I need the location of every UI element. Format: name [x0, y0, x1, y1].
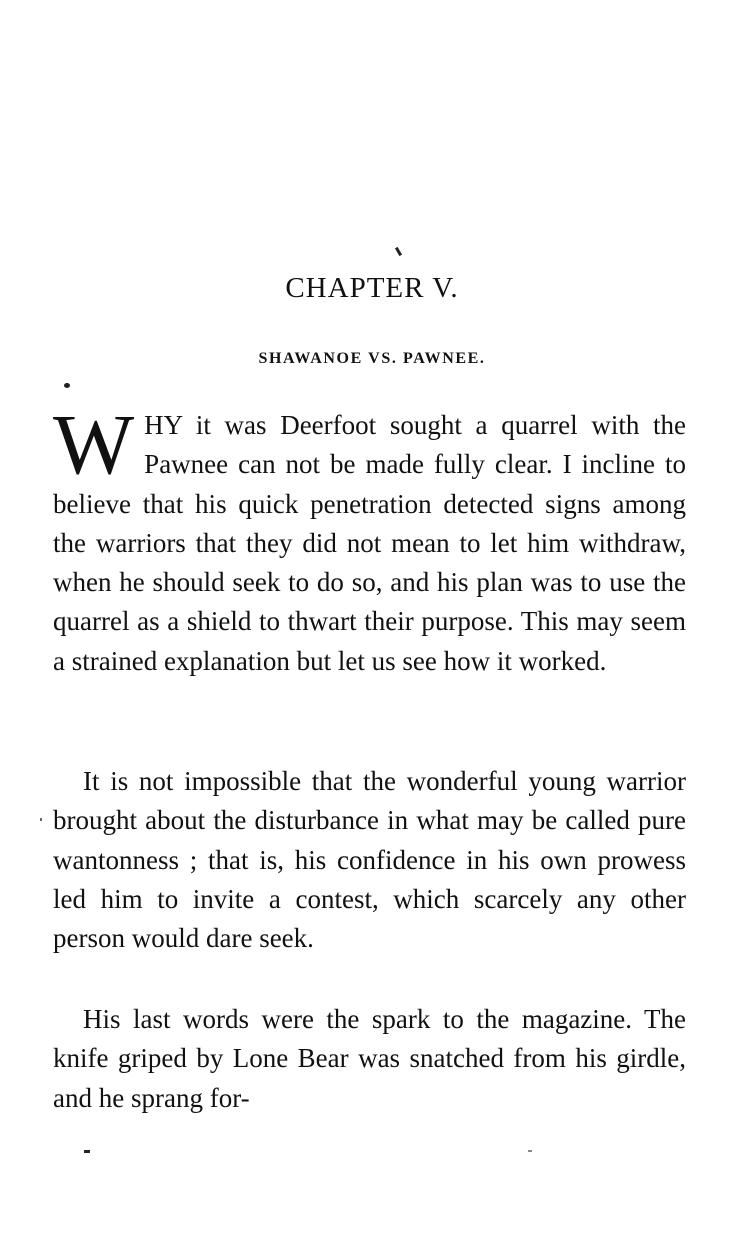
- chapter-title: CHAPTER V.: [285, 272, 459, 304]
- print-mark: [40, 818, 42, 821]
- drop-cap: W: [53, 396, 135, 492]
- paragraph-text: HY it was Deerfoot sought a quarrel with the Pawnee can not be made fully clear. I incline to believe that his quick penetration detected signs among the warriors that they did not mean to let him withdraw, when he should seek to do so, and his plan was to use the quarrel as a shield to thwart their purpose. This may seem a strained explanation but let us see how it worked.: [53, 410, 686, 676]
- paragraph-text: It is not impossible that the wonderful young warrior brought about the disturbance in what may be called pure wantonness ; that is, his confidence in his own prowess led him to invite a contest, which scarcely any other person would dare seek.: [53, 766, 686, 954]
- chapter-subtitle: SHAWANOE VS. PAWNEE.: [258, 350, 486, 367]
- paragraph: [53, 1000, 686, 1118]
- paragraph-text: His last words were the spark to the magazine. The knife griped by Lone Bear was snatched from his girdle, and he sprang for-: [53, 1004, 686, 1113]
- print-mark: [395, 247, 402, 256]
- print-mark: [64, 383, 70, 388]
- paragraph: [53, 762, 686, 958]
- print-mark: [84, 1150, 90, 1153]
- print-mark: [528, 1150, 532, 1152]
- paragraph: [53, 396, 686, 681]
